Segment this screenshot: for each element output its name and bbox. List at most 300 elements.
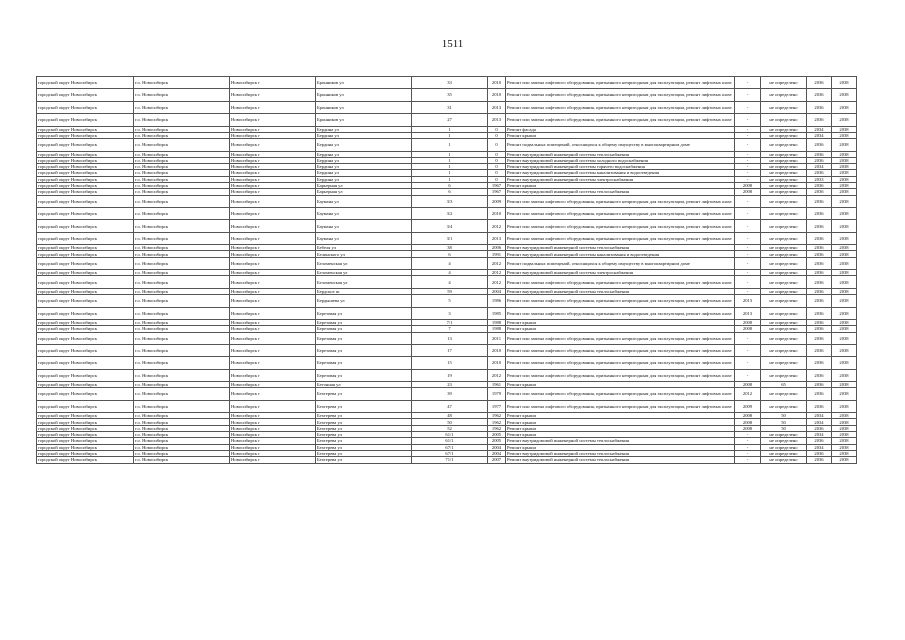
cell-street: Бронников ул <box>316 101 412 113</box>
cell-plan-year-end: 2038 <box>832 114 857 126</box>
cell-work-type: Ремонт или замена лифтового оборудования, признанного непригодным для эксплуатации, ремонт лифтовых шахт <box>506 114 735 126</box>
cell-plan-year-start: 2036 <box>807 189 832 195</box>
cell-wear-level: 50 <box>761 413 807 419</box>
cell-city: Новосибирск г <box>230 245 316 251</box>
cell-district: г.о. Новосибирск <box>134 164 230 170</box>
cell-city: Новосибирск г <box>230 400 316 412</box>
cell-district: г.о. Новосибирск <box>134 438 230 444</box>
cell-municipality: городской округ Новосибирск <box>37 413 134 419</box>
cell-last-repair-year: - <box>735 369 761 381</box>
cell-work-type: Ремонт крыши <box>506 413 735 419</box>
cell-municipality: городской округ Новосибирск <box>37 400 134 412</box>
cell-city: Новосибирск г <box>230 444 316 450</box>
cell-district: г.о. Новосибирск <box>134 189 230 195</box>
cell-wear-level: не определено <box>761 208 807 220</box>
cell-house-number: 6 <box>412 183 488 189</box>
cell-municipality: городской округ Новосибирск <box>37 189 134 195</box>
cell-plan-year-start: 2036 <box>807 307 832 319</box>
table-row <box>37 139 857 151</box>
cell-street: Бердина ул <box>316 176 412 182</box>
cell-wear-level: не определено <box>761 369 807 381</box>
cell-last-repair-year: - <box>735 164 761 170</box>
cell-district: г.о. Новосибирск <box>134 176 230 182</box>
cell-build-year: 1962 <box>488 425 506 431</box>
cell-plan-year-start: 2036 <box>807 388 832 400</box>
cell-plan-year-start: 2036 <box>807 251 832 257</box>
cell-house-number: 3/2 <box>412 208 488 220</box>
cell-municipality: городской округ Новосибирск <box>37 151 134 157</box>
cell-plan-year-start: 2036 <box>807 400 832 412</box>
cell-district: г.о. Новосибирск <box>134 114 230 126</box>
cell-district: г.о. Новосибирск <box>134 77 230 89</box>
cell-house-number: 35 <box>412 89 488 101</box>
cell-build-year: 1962 <box>488 413 506 419</box>
cell-build-year: 2013 <box>488 114 506 126</box>
cell-municipality: городской округ Новосибирск <box>37 450 134 456</box>
cell-wear-level: не определено <box>761 245 807 251</box>
cell-city: Новосибирск г <box>230 220 316 232</box>
cell-house-number: 1 <box>412 164 488 170</box>
cell-street: Бехтерева ул <box>316 444 412 450</box>
cell-city: Новосибирск г <box>230 450 316 456</box>
cell-work-type: Ремонт подвальных помещений, относящихся к общему имуществу в многоквартирном доме <box>506 139 735 151</box>
cell-wear-level: не определено <box>761 176 807 182</box>
cell-plan-year-start: 2036 <box>807 357 832 369</box>
cell-district: г.о. Новосибирск <box>134 369 230 381</box>
cell-street: Березовая ул <box>316 319 412 325</box>
cell-wear-level: не определено <box>761 101 807 113</box>
cell-plan-year-end: 2038 <box>832 413 857 419</box>
cell-house-number: 1 <box>412 151 488 157</box>
cell-last-repair-year: 2013 <box>735 295 761 307</box>
cell-city: Новосибирск г <box>230 425 316 431</box>
cell-street: Бебеля ул <box>316 245 412 251</box>
cell-build-year: 1977 <box>488 400 506 412</box>
cell-work-type: Ремонт внутридомовой инженерной системы теплоснабжения <box>506 189 735 195</box>
cell-last-repair-year: - <box>735 139 761 151</box>
cell-last-repair-year: - <box>735 132 761 138</box>
cell-municipality: городской округ Новосибирск <box>37 132 134 138</box>
cell-work-type: Ремонт подвальных помещений, относящихся к общему имуществу в многоквартирном доме <box>506 257 735 269</box>
cell-build-year: 1985 <box>488 307 506 319</box>
cell-build-year: 2007 <box>488 457 506 463</box>
cell-last-repair-year: - <box>735 276 761 288</box>
cell-plan-year-end: 2038 <box>832 245 857 251</box>
cell-plan-year-start: 2036 <box>807 319 832 325</box>
cell-build-year: 2004 <box>488 450 506 456</box>
cell-build-year: 0 <box>488 126 506 132</box>
cell-build-year: 1979 <box>488 388 506 400</box>
cell-municipality: городской округ Новосибирск <box>37 319 134 325</box>
cell-build-year: 2004 <box>488 444 506 450</box>
cell-municipality: городской округ Новосибирск <box>37 295 134 307</box>
cell-municipality: городской округ Новосибирск <box>37 126 134 132</box>
cell-street: Бердское ш <box>316 288 412 294</box>
cell-build-year: 2005 <box>488 438 506 444</box>
cell-plan-year-end: 2038 <box>832 101 857 113</box>
table-row <box>37 388 857 400</box>
cell-district: г.о. Новосибирск <box>134 101 230 113</box>
cell-last-repair-year: - <box>735 157 761 163</box>
table-row <box>37 77 857 89</box>
cell-work-type: Ремонт или замена лифтового оборудования, признанного непригодным для эксплуатации, ремонт лифтовых шахт <box>506 332 735 344</box>
cell-work-type: Ремонт крыши <box>506 432 735 438</box>
cell-city: Новосибирск г <box>230 77 316 89</box>
cell-street: Баумана ул <box>316 220 412 232</box>
cell-plan-year-start: 2036 <box>807 276 832 288</box>
cell-plan-year-start: 2036 <box>807 295 832 307</box>
cell-build-year: 0 <box>488 139 506 151</box>
cell-municipality: городской округ Новосибирск <box>37 114 134 126</box>
cell-municipality: городской округ Новосибирск <box>37 208 134 220</box>
cell-plan-year-start: 2036 <box>807 369 832 381</box>
cell-street: Беломенская ул <box>316 257 412 269</box>
cell-street: Баумана ул <box>316 195 412 207</box>
cell-build-year: 2012 <box>488 369 506 381</box>
cell-city: Новосибирск г <box>230 457 316 463</box>
cell-build-year: 0 <box>488 151 506 157</box>
cell-plan-year-end: 2038 <box>832 388 857 400</box>
table-row <box>37 114 857 126</box>
cell-build-year: 1991 <box>488 251 506 257</box>
cell-municipality: городской округ Новосибирск <box>37 276 134 288</box>
cell-last-repair-year: - <box>735 208 761 220</box>
cell-house-number: 15 <box>412 357 488 369</box>
cell-house-number: 3/1 <box>412 232 488 244</box>
cell-plan-year-end: 2038 <box>832 157 857 163</box>
cell-work-type: Ремонт крыши <box>506 425 735 431</box>
cell-district: г.о. Новосибирск <box>134 307 230 319</box>
cell-municipality: городской округ Новосибирск <box>37 183 134 189</box>
cell-street: Барьерная ул <box>316 189 412 195</box>
cell-plan-year-end: 2038 <box>832 176 857 182</box>
cell-wear-level: не определено <box>761 170 807 176</box>
cell-house-number: 38 <box>412 245 488 251</box>
cell-build-year: 0 <box>488 170 506 176</box>
cell-wear-level: не определено <box>761 139 807 151</box>
cell-wear-level: не определено <box>761 270 807 276</box>
cell-plan-year-start: 2036 <box>807 438 832 444</box>
cell-last-repair-year: - <box>735 332 761 344</box>
cell-plan-year-end: 2038 <box>832 257 857 269</box>
cell-house-number: 6 <box>412 189 488 195</box>
cell-city: Новосибирск г <box>230 382 316 388</box>
cell-wear-level: 65 <box>761 382 807 388</box>
cell-city: Новосибирск г <box>230 157 316 163</box>
cell-build-year: 0 <box>488 176 506 182</box>
cell-plan-year-start: 2036 <box>807 151 832 157</box>
cell-work-type: Ремонт или замена лифтового оборудования, признанного непригодным для эксплуатации, ремонт лифтовых шахт <box>506 276 735 288</box>
cell-build-year: 2010 <box>488 357 506 369</box>
cell-work-type: Ремонт внутридомовой инженерной системы горячего водоснабжения <box>506 164 735 170</box>
cell-city: Новосибирск г <box>230 419 316 425</box>
cell-municipality: городской округ Новосибирск <box>37 170 134 176</box>
cell-city: Новосибирск г <box>230 132 316 138</box>
cell-last-repair-year: - <box>735 195 761 207</box>
cell-house-number: 50 <box>412 419 488 425</box>
cell-last-repair-year: 2008 <box>735 425 761 431</box>
cell-last-repair-year: - <box>735 220 761 232</box>
cell-street: Бердина ул <box>316 132 412 138</box>
cell-street: Березовая ул <box>316 307 412 319</box>
cell-city: Новосибирск г <box>230 270 316 276</box>
cell-plan-year-start: 2034 <box>807 432 832 438</box>
cell-street: Бердина ул <box>316 139 412 151</box>
cell-wear-level: не определено <box>761 164 807 170</box>
table-row <box>37 89 857 101</box>
cell-build-year: 2010 <box>488 208 506 220</box>
cell-work-type: Ремонт внутридомовой инженерной системы теплоснабжения <box>506 288 735 294</box>
cell-plan-year-end: 2038 <box>832 344 857 356</box>
cell-municipality: городской округ Новосибирск <box>37 457 134 463</box>
cell-city: Новосибирск г <box>230 295 316 307</box>
cell-work-type: Ремонт или замена лифтового оборудования, признанного непригодным для эксплуатации, ремонт лифтовых шахт <box>506 295 735 307</box>
cell-plan-year-end: 2038 <box>832 419 857 425</box>
cell-last-repair-year: 2008 <box>735 419 761 425</box>
cell-plan-year-end: 2038 <box>832 450 857 456</box>
cell-plan-year-end: 2038 <box>832 126 857 132</box>
cell-district: г.о. Новосибирск <box>134 220 230 232</box>
cell-district: г.о. Новосибирск <box>134 419 230 425</box>
cell-city: Новосибирск г <box>230 189 316 195</box>
cell-last-repair-year: - <box>735 126 761 132</box>
cell-plan-year-end: 2038 <box>832 195 857 207</box>
cell-municipality: городской округ Новосибирск <box>37 419 134 425</box>
cell-district: г.о. Новосибирск <box>134 89 230 101</box>
cell-build-year: 0 <box>488 132 506 138</box>
cell-city: Новосибирск г <box>230 139 316 151</box>
cell-work-type: Ремонт крыши <box>506 319 735 325</box>
cell-house-number: 47 <box>412 400 488 412</box>
cell-last-repair-year: - <box>735 357 761 369</box>
cell-work-type: Ремонт или замена лифтового оборудования, признанного непригодным для эксплуатации, ремонт лифтовых шахт <box>506 369 735 381</box>
cell-plan-year-end: 2038 <box>832 382 857 388</box>
cell-last-repair-year: - <box>735 232 761 244</box>
cell-build-year: 1988 <box>488 319 506 325</box>
cell-house-number: 52 <box>412 425 488 431</box>
cell-plan-year-start: 2034 <box>807 132 832 138</box>
cell-municipality: городской округ Новосибирск <box>37 369 134 381</box>
table-row <box>37 344 857 356</box>
cell-street: Барьерная ул <box>316 183 412 189</box>
cell-wear-level: не определено <box>761 457 807 463</box>
cell-last-repair-year: - <box>735 432 761 438</box>
cell-district: г.о. Новосибирск <box>134 132 230 138</box>
cell-plan-year-start: 2036 <box>807 457 832 463</box>
cell-work-type: Ремонт фасада <box>506 126 735 132</box>
cell-district: г.о. Новосибирск <box>134 251 230 257</box>
cell-plan-year-start: 2036 <box>807 382 832 388</box>
cell-street: Бронников ул <box>316 114 412 126</box>
cell-work-type: Ремонт или замена лифтового оборудования, признанного непригодным для эксплуатации, ремонт лифтовых шахт <box>506 357 735 369</box>
cell-house-number: 61/1 <box>412 432 488 438</box>
cell-city: Новосибирск г <box>230 369 316 381</box>
cell-work-type: Ремонт крыши <box>506 444 735 450</box>
cell-work-type: Ремонт или замена лифтового оборудования, признанного непригодным для эксплуатации, ремонт лифтовых шахт <box>506 220 735 232</box>
cell-build-year: 2006 <box>488 245 506 251</box>
cell-build-year: 1967 <box>488 189 506 195</box>
cell-house-number: 3 <box>412 307 488 319</box>
cell-last-repair-year: - <box>735 288 761 294</box>
cell-municipality: городской округ Новосибирск <box>37 245 134 251</box>
cell-district: г.о. Новосибирск <box>134 326 230 332</box>
cell-work-type: Ремонт или замена лифтового оборудования, признанного непригодным для эксплуатации, ремонт лифтовых шахт <box>506 195 735 207</box>
cell-city: Новосибирск г <box>230 195 316 207</box>
cell-last-repair-year: 2008 <box>735 413 761 419</box>
cell-street: Бехтерева ул <box>316 425 412 431</box>
cell-city: Новосибирск г <box>230 319 316 325</box>
cell-street: Беломенская ул <box>316 270 412 276</box>
cell-house-number: 1 <box>412 170 488 176</box>
cell-work-type: Ремонт внутридомовой инженерной системы канализования и водоотведения <box>506 251 735 257</box>
cell-district: г.о. Новосибирск <box>134 432 230 438</box>
cell-district: г.о. Новосибирск <box>134 151 230 157</box>
cell-work-type: Ремонт внутридомовой инженерной системы канализования и водоотведения <box>506 170 735 176</box>
cell-street: Бехтерева ул <box>316 413 412 419</box>
cell-work-type: Ремонт или замена лифтового оборудования, признанного непригодным для эксплуатации, ремонт лифтовых шахт <box>506 89 735 101</box>
cell-street: Бехтерева ул <box>316 438 412 444</box>
cell-last-repair-year: - <box>735 270 761 276</box>
cell-wear-level: не определено <box>761 295 807 307</box>
cell-plan-year-end: 2038 <box>832 357 857 369</box>
cell-house-number: 71/1 <box>412 457 488 463</box>
cell-wear-level: не определено <box>761 438 807 444</box>
cell-work-type: Ремонт внутридомовой инженерной системы холодного водоснабжения <box>506 157 735 163</box>
cell-plan-year-start: 2036 <box>807 89 832 101</box>
cell-district: г.о. Новосибирск <box>134 257 230 269</box>
cell-district: г.о. Новосибирск <box>134 157 230 163</box>
cell-district: г.о. Новосибирск <box>134 444 230 450</box>
cell-wear-level: не определено <box>761 326 807 332</box>
cell-municipality: городской округ Новосибирск <box>37 257 134 269</box>
cell-district: г.о. Новосибирск <box>134 288 230 294</box>
cell-last-repair-year: 2008 <box>735 326 761 332</box>
cell-municipality: городской округ Новосибирск <box>37 232 134 244</box>
cell-plan-year-start: 2036 <box>807 157 832 163</box>
cell-house-number: 4 <box>412 257 488 269</box>
cell-street: Бердышева ул <box>316 295 412 307</box>
cell-plan-year-start: 2034 <box>807 413 832 419</box>
cell-wear-level: не определено <box>761 288 807 294</box>
cell-district: г.о. Новосибирск <box>134 332 230 344</box>
cell-wear-level: 50 <box>761 425 807 431</box>
cell-street: Березовая ул <box>316 369 412 381</box>
cell-municipality: городской округ Новосибирск <box>37 344 134 356</box>
cell-municipality: городской округ Новосибирск <box>37 357 134 369</box>
cell-wear-level: не определено <box>761 450 807 456</box>
cell-build-year: 2010 <box>488 89 506 101</box>
cell-municipality: городской округ Новосибирск <box>37 77 134 89</box>
cell-city: Новосибирск г <box>230 126 316 132</box>
cell-wear-level: не определено <box>761 444 807 450</box>
cell-street: Березовая ул <box>316 357 412 369</box>
cell-plan-year-start: 2036 <box>807 257 832 269</box>
table-row <box>37 457 857 463</box>
cell-house-number: 39 <box>412 388 488 400</box>
cell-house-number: 1 <box>412 157 488 163</box>
cell-plan-year-start: 2036 <box>807 114 832 126</box>
cell-build-year: 2012 <box>488 270 506 276</box>
cell-district: г.о. Новосибирск <box>134 270 230 276</box>
cell-last-repair-year: 2008 <box>735 382 761 388</box>
cell-plan-year-start: 2036 <box>807 220 832 232</box>
cell-wear-level: не определено <box>761 189 807 195</box>
cell-municipality: городской округ Новосибирск <box>37 220 134 232</box>
cell-plan-year-end: 2038 <box>832 170 857 176</box>
cell-work-type: Ремонт крыши <box>506 132 735 138</box>
cell-district: г.о. Новосибирск <box>134 170 230 176</box>
cell-work-type: Ремонт или замена лифтового оборудования, признанного непригодным для эксплуатации, ремонт лифтовых шахт <box>506 101 735 113</box>
cell-last-repair-year: - <box>735 170 761 176</box>
cell-work-type: Ремонт внутридомовой инженерной системы теплоснабжения <box>506 245 735 251</box>
cell-district: г.о. Новосибирск <box>134 457 230 463</box>
cell-last-repair-year: - <box>735 457 761 463</box>
cell-house-number: 3/4 <box>412 220 488 232</box>
cell-district: г.о. Новосибирск <box>134 357 230 369</box>
cell-work-type: Ремонт крыши <box>506 326 735 332</box>
cell-plan-year-start: 2036 <box>807 270 832 276</box>
cell-street: Бехтерева ул <box>316 419 412 425</box>
cell-wear-level: не определено <box>761 77 807 89</box>
cell-last-repair-year: 2012 <box>735 388 761 400</box>
cell-house-number: 23 <box>412 382 488 388</box>
cell-house-number: 7/1 <box>412 319 488 325</box>
table-row <box>37 332 857 344</box>
cell-wear-level: не определено <box>761 357 807 369</box>
table-row <box>37 357 857 369</box>
cell-house-number: 19 <box>412 369 488 381</box>
cell-last-repair-year: - <box>735 444 761 450</box>
cell-municipality: городской округ Новосибирск <box>37 332 134 344</box>
cell-street: Бердина ул <box>316 164 412 170</box>
cell-work-type: Ремонт крыши <box>506 183 735 189</box>
cell-municipality: городской округ Новосибирск <box>37 101 134 113</box>
cell-wear-level: не определено <box>761 195 807 207</box>
cell-street: Березовая ул <box>316 332 412 344</box>
cell-city: Новосибирск г <box>230 208 316 220</box>
cell-street: Баумана ул <box>316 232 412 244</box>
cell-city: Новосибирск г <box>230 276 316 288</box>
cell-work-type: Ремонт внутридомовой инженерной системы теплоснабжения <box>506 450 735 456</box>
cell-last-repair-year: - <box>735 245 761 251</box>
cell-city: Новосибирск г <box>230 438 316 444</box>
cell-district: г.о. Новосибирск <box>134 425 230 431</box>
cell-municipality: городской округ Новосибирск <box>37 444 134 450</box>
cell-plan-year-end: 2038 <box>832 183 857 189</box>
cell-build-year: 2012 <box>488 220 506 232</box>
cell-build-year: 1988 <box>488 326 506 332</box>
cell-plan-year-start: 2036 <box>807 77 832 89</box>
cell-plan-year-end: 2038 <box>832 288 857 294</box>
cell-street: Бетонная ул <box>316 382 412 388</box>
cell-work-type: Ремонт крыши <box>506 419 735 425</box>
cell-build-year: 2005 <box>488 432 506 438</box>
cell-plan-year-start: 2036 <box>807 288 832 294</box>
cell-municipality: городской округ Новосибирск <box>37 432 134 438</box>
cell-plan-year-end: 2038 <box>832 326 857 332</box>
cell-work-type: Ремонт внутридомовой инженерной системы теплоснабжения <box>506 151 735 157</box>
cell-municipality: городской округ Новосибирск <box>37 139 134 151</box>
cell-municipality: городской округ Новосибирск <box>37 176 134 182</box>
cell-district: г.о. Новосибирск <box>134 232 230 244</box>
cell-plan-year-end: 2038 <box>832 438 857 444</box>
cell-city: Новосибирск г <box>230 257 316 269</box>
cell-city: Новосибирск г <box>230 101 316 113</box>
cell-plan-year-start: 2036 <box>807 139 832 151</box>
cell-plan-year-end: 2038 <box>832 276 857 288</box>
cell-plan-year-end: 2038 <box>832 139 857 151</box>
cell-wear-level: не определено <box>761 251 807 257</box>
